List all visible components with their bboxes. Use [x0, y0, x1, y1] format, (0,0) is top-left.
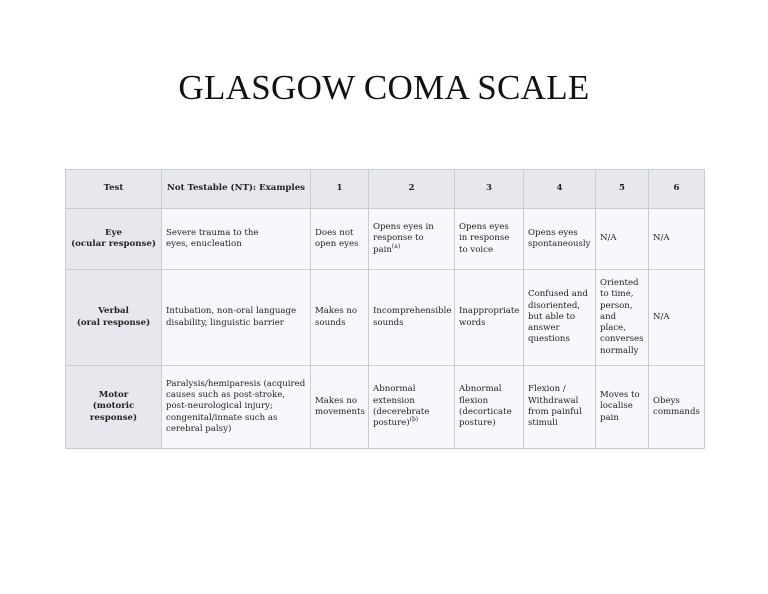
header-score-5: 5 [596, 170, 649, 209]
test-cell-eye [66, 209, 162, 270]
header-score-3: 3 [455, 170, 524, 209]
score-cell-verbal-5: Oriented to time, person, and place, converses normally [596, 270, 649, 366]
nt-cell-verbal [162, 270, 311, 366]
nt-text-line1: Severe trauma to the [166, 227, 259, 238]
score-cell-verbal-6: N/A [649, 270, 705, 366]
glasgow-coma-scale-table [65, 169, 705, 449]
table-row-motor [66, 366, 705, 449]
page-title: GLASGOW COMA SCALE [178, 68, 590, 107]
score-cell-verbal-4: Confused and disoriented, but able to answer questions [524, 270, 596, 366]
score-cell-verbal-2: Incomprehensible sounds [369, 270, 455, 366]
score-cell-verbal-1: Makes no sounds [311, 270, 369, 366]
nt-text-line2: eyes, enucleation [166, 239, 242, 249]
test-cell-motor [66, 366, 162, 449]
score-cell-eye-6: N/A [649, 209, 705, 270]
score-cell-eye-3: Opens eyes in response to voice [455, 209, 524, 270]
score-cell-eye-4: Opens eyes spontaneously [524, 209, 596, 270]
score-cell-eye-5: N/A [596, 209, 649, 270]
test-cell-verbal [66, 270, 162, 366]
nt-text-line2: disability, linguistic barrier [166, 317, 284, 328]
score-cell-motor-1: Makes no movements [311, 366, 369, 449]
score-cell-motor-5: Moves to localise pain [596, 366, 649, 449]
header-score-4: 4 [524, 170, 596, 209]
nt-cell-motor: Paralysis/hemiparesis (acquired causes such as post-stroke, post-neurological injury; congenital/innate such as cerebral palsy) [162, 366, 311, 449]
nt-text-line1: Intubation, non-oral language [166, 306, 297, 317]
header-not-testable: Not Testable (NT): Examples [162, 170, 311, 209]
header-row [66, 170, 705, 209]
header-score-1: 1 [311, 170, 369, 209]
test-name: Eye [104, 227, 122, 238]
test-subtitle: (ocular response) [71, 239, 156, 249]
test-subtitle: (motoric response) [89, 401, 138, 423]
score-cell-eye-1: Does not open eyes [311, 209, 369, 270]
score-text: Opens eyes in response to pain [373, 222, 434, 255]
header-score-2: 2 [369, 170, 455, 209]
score-cell-motor-6: Obeys commands [649, 366, 705, 449]
table-row-eye [66, 209, 705, 270]
score-cell-motor-2 [369, 366, 455, 449]
score-cell-verbal-3: Inappropriate words [455, 270, 524, 366]
score-cell-eye-2 [369, 209, 455, 270]
test-name: Motor [98, 390, 129, 401]
test-subtitle: (oral response) [76, 317, 151, 328]
table-row-verbal [66, 270, 705, 366]
footnote-marker-a: (a) [391, 242, 401, 250]
test-name: Verbal [98, 306, 129, 317]
score-cell-motor-4: Flexion / Withdrawal from painful stimuli [524, 366, 596, 449]
header-score-6: 6 [649, 170, 705, 209]
nt-cell-eye [162, 209, 311, 270]
score-cell-motor-3: Abnormal flexion (decorticate posture) [455, 366, 524, 449]
footnote-marker-b: (b) [409, 416, 419, 424]
header-test: Test [66, 170, 162, 209]
score-text: Abnormal extension (decerebrate posture) [373, 384, 430, 429]
